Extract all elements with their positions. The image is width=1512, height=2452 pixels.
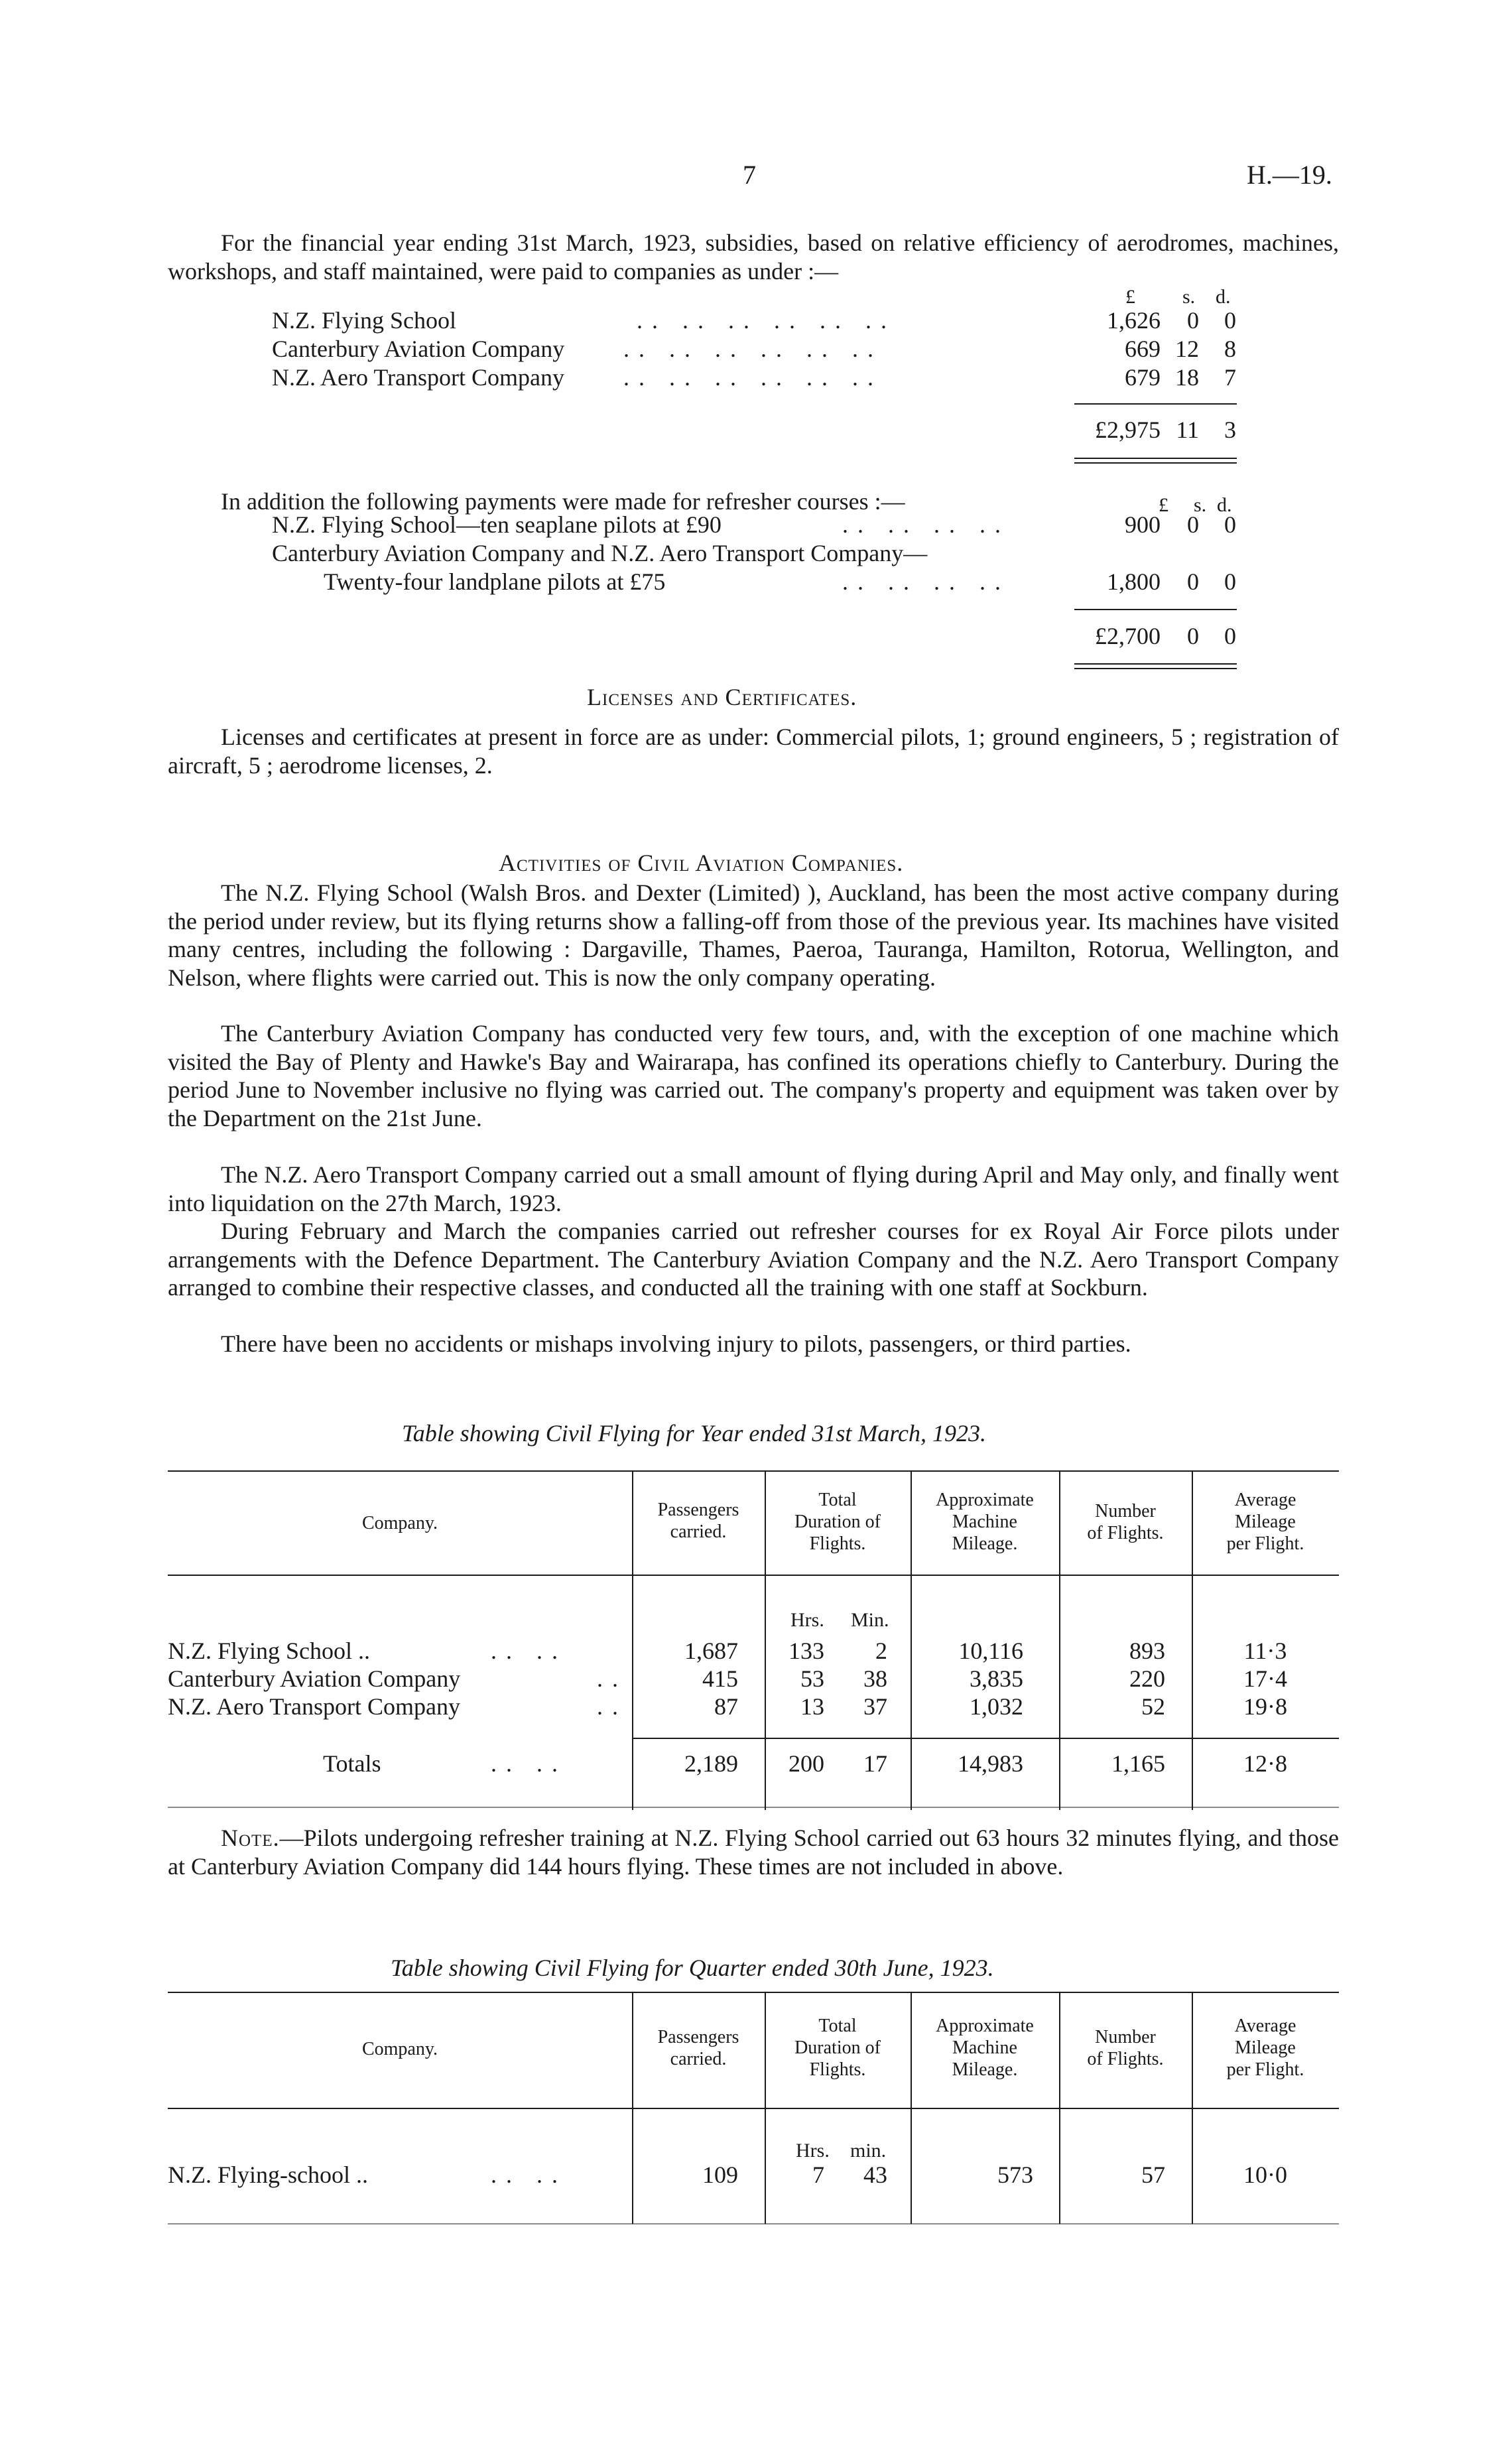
mileage-value: 573 — [997, 2162, 1033, 2188]
total-pounds: £2,975 — [1095, 417, 1161, 443]
header-flights: Number of Flights. — [1087, 1501, 1164, 1543]
header-company: Company. — [361, 2039, 438, 2059]
company-name: N.Z. Flying School .. — [168, 1638, 371, 1664]
activities-paragraph: There have been no accidents or mishaps involving injury to pilots, passengers, or third parties. — [221, 1330, 1131, 1357]
hours-value: 53 — [800, 1665, 824, 1692]
amount-shillings: 18 — [1175, 364, 1199, 391]
hours-total: 200 — [788, 1750, 824, 1777]
header-duration: Total Duration of Flights. — [794, 2016, 881, 2080]
header-mileage: Approximate Machine Mileage. — [936, 1490, 1034, 1554]
header-passengers: Passengers carried. — [657, 2027, 739, 2069]
leader-dots: .. .. — [491, 2162, 567, 2188]
header-average: Average Mileage per Flight. — [1226, 1490, 1304, 1554]
refresher-row2-line1: Canterbury Aviation Company and N.Z. Aero Transport Company— — [272, 540, 928, 566]
mileage-value: 1,032 — [970, 1693, 1023, 1720]
minutes-value: 43 — [863, 2162, 887, 2188]
header-flights: Number of Flights. — [1087, 2027, 1164, 2069]
activities-paragraph: The Canterbury Aviation Company has conducted very few tours, and, with the exception of one machine which visited the Bay of Plenty and Hawke's Bay and Wairarapa, has confined its operations chiefly to Canterbury. During the period June to November inclusive no flying was carried out. The company's property and equipment was taken over by the Department on the 21st June. — [168, 1020, 1339, 1131]
total-double-rule-top — [1074, 458, 1237, 459]
header-average: Average Mileage per Flight. — [1226, 2016, 1304, 2080]
amount-pence: 0 — [1224, 568, 1236, 595]
average-value: 17·4 — [1243, 1665, 1287, 1692]
mileage-value: 3,835 — [970, 1665, 1023, 1692]
subsidies-col-pence: d. — [1216, 286, 1231, 308]
leader-dots: .. .. .. .. .. .. — [623, 364, 883, 391]
amount-shillings: 12 — [1175, 336, 1199, 362]
refresher-label: Twenty-four landplane pilots at £75 — [324, 568, 666, 595]
refresher-intro: In addition the following payments were made for refresher courses :— — [221, 488, 905, 515]
amount-pounds: 679 — [1125, 364, 1161, 391]
hours-value: 133 — [788, 1638, 824, 1664]
unit-minutes: Min. — [851, 1609, 889, 1631]
company-name: Canterbury Aviation Company — [168, 1665, 461, 1692]
leader-dots: .. .. .. .. — [842, 511, 1010, 538]
hours-value: 7 — [812, 2162, 824, 2188]
company-name: N.Z. Flying School — [272, 307, 457, 334]
amount-pounds: 900 — [1125, 511, 1161, 538]
flights-value: 52 — [1141, 1693, 1165, 1720]
company-name: N.Z. Aero Transport Company — [168, 1693, 460, 1720]
leader-dots: .. — [597, 1693, 627, 1720]
total-double-rule-top — [1074, 663, 1237, 665]
table2-caption: Table showing Civil Flying for Quarter ended 30th June, 1923. — [391, 1955, 994, 1981]
amount-pence: 0 — [1224, 511, 1236, 538]
mileage-total: 14,983 — [958, 1750, 1023, 1777]
average-value: 19·8 — [1243, 1693, 1287, 1720]
refresher-col-shillings: s. — [1194, 494, 1207, 516]
amount-pounds: 669 — [1125, 336, 1161, 362]
company-name: N.Z. Flying-school .. — [168, 2162, 368, 2188]
table-top-rule — [168, 1992, 1339, 1993]
subsidies-col-pounds: £ — [1125, 286, 1135, 308]
refresher-label: N.Z. Flying School—ten seaplane pilots at £90 — [272, 511, 722, 538]
flights-value: 57 — [1141, 2162, 1165, 2188]
flights-value: 893 — [1129, 1638, 1165, 1664]
minutes-value: 2 — [875, 1638, 887, 1664]
totals-rule — [632, 1738, 1339, 1739]
total-double-rule-bottom — [1074, 462, 1237, 464]
subtotal-rule — [1074, 403, 1237, 405]
activities-paragraph: During February and March the companies carried out refresher courses for ex Royal Air Force pilots under arrangements with the Defence Department. The Canterbury Aviation Company and the N.Z. Aero Transport Company arranged to combine their respective classes, and conducted all the training with one staff at Sockburn. — [168, 1218, 1339, 1301]
header-passengers: Passengers carried. — [657, 1500, 739, 1542]
table1-caption: Table showing Civil Flying for Year ended 31st March, 1923. — [402, 1420, 987, 1447]
totals-label: Totals — [323, 1750, 381, 1777]
passengers-total: 2,189 — [684, 1750, 738, 1777]
amount-pence: 0 — [1224, 307, 1236, 334]
page-number: 7 — [743, 160, 756, 190]
leader-dots: .. .. .. .. .. .. — [637, 307, 896, 334]
header-rule — [168, 1575, 1339, 1576]
leader-dots: .. — [597, 1665, 627, 1692]
passengers-value: 1,687 — [684, 1638, 738, 1664]
company-name: Canterbury Aviation Company — [272, 336, 565, 362]
amount-shillings: 0 — [1187, 307, 1199, 334]
subsidies-col-shillings: s. — [1182, 286, 1196, 308]
table-bottom-rule — [168, 2223, 1339, 2225]
activities-paragraph: The N.Z. Flying School (Walsh Bros. and Dexter (Limited) ), Auckland, has been the most active company during the period under review, but its flying returns show a falling-off from those of the previous year. Its machines have visited many centres, including the following : Dargaville, Thames, Paeroa, Tauranga, Hamilton, Rotorua, Wellington, and Nelson, where flights were carried out. This is now the only company operating. — [168, 879, 1339, 991]
mileage-value: 10,116 — [958, 1638, 1023, 1664]
minutes-value: 38 — [863, 1665, 887, 1692]
total-pounds: £2,700 — [1095, 623, 1161, 649]
leader-dots: .. .. .. .. — [842, 568, 1010, 595]
total-shillings: 11 — [1176, 417, 1199, 443]
leader-dots: .. .. .. .. .. .. — [623, 336, 883, 362]
total-double-rule-bottom — [1074, 668, 1237, 669]
note-paragraph — [168, 1824, 1339, 1880]
refresher-col-pounds: £ — [1159, 494, 1168, 516]
minutes-value: 37 — [863, 1693, 887, 1720]
activities-paragraph: The N.Z. Aero Transport Company carried out a small amount of flying during April and May only, and finally went into liquidation on the 27th March, 1923. — [168, 1161, 1339, 1216]
note-text: —Pilots undergoing refresher training at N.Z. Flying School carried out 63 hours 32 minutes flying, and those at Canterbury Aviation Company did 144 hours flying. These times are not included in above. — [168, 1825, 1339, 1880]
total-shillings: 0 — [1187, 623, 1199, 649]
note-label: Note. — [221, 1825, 280, 1851]
total-pence: 3 — [1224, 417, 1236, 443]
hours-value: 13 — [800, 1693, 824, 1720]
unit-hours: Hrs. — [796, 2140, 830, 2162]
document-reference: H.—19. — [1247, 160, 1332, 190]
subtotal-rule — [1074, 609, 1237, 610]
licenses-heading: Licenses and Certificates. — [587, 684, 857, 710]
subsidies-intro: For the financial year ending 31st March, 1923, subsidies, based on relative efficiency of aerodromes, machines, workshops, and staff maintained, were paid to companies as under :— — [168, 229, 1339, 285]
amount-shillings: 0 — [1187, 568, 1199, 595]
minutes-total: 17 — [863, 1750, 887, 1777]
amount-pence: 8 — [1224, 336, 1236, 362]
activities-heading: Activities of Civil Aviation Companies. — [499, 850, 904, 876]
average-total: 12·8 — [1243, 1750, 1287, 1777]
header-rule — [168, 2108, 1339, 2109]
header-company: Company. — [361, 1513, 438, 1533]
passengers-value: 415 — [702, 1665, 738, 1692]
flights-value: 220 — [1129, 1665, 1165, 1692]
leader-dots: .. .. — [491, 1638, 567, 1664]
header-mileage: Approximate Machine Mileage. — [936, 2016, 1034, 2080]
amount-pence: 7 — [1224, 364, 1236, 391]
amount-shillings: 0 — [1187, 511, 1199, 538]
table-top-rule — [168, 1470, 1339, 1472]
unit-minutes: min. — [850, 2140, 887, 2162]
total-pence: 0 — [1224, 623, 1236, 649]
leader-dots: .. .. — [491, 1750, 567, 1777]
passengers-value: 87 — [714, 1693, 738, 1720]
flights-total: 1,165 — [1111, 1750, 1165, 1777]
passengers-value: 109 — [702, 2162, 738, 2188]
company-name: N.Z. Aero Transport Company — [272, 364, 564, 391]
amount-pounds: 1,800 — [1107, 568, 1161, 595]
amount-pounds: 1,626 — [1107, 307, 1161, 334]
table-bottom-rule — [168, 1807, 1339, 1808]
refresher-col-pence: d. — [1217, 494, 1232, 516]
licenses-text: Licenses and certificates at present in force are as under: Commercial pilots, 1; ground engineers, 5 ; registration of aircraft, 5 ; aerodrome licenses, 2. — [168, 724, 1339, 779]
average-value: 10·0 — [1243, 2162, 1287, 2188]
average-value: 11·3 — [1243, 1638, 1287, 1664]
unit-hours: Hrs. — [790, 1609, 824, 1631]
header-duration: Total Duration of Flights. — [794, 1490, 881, 1554]
